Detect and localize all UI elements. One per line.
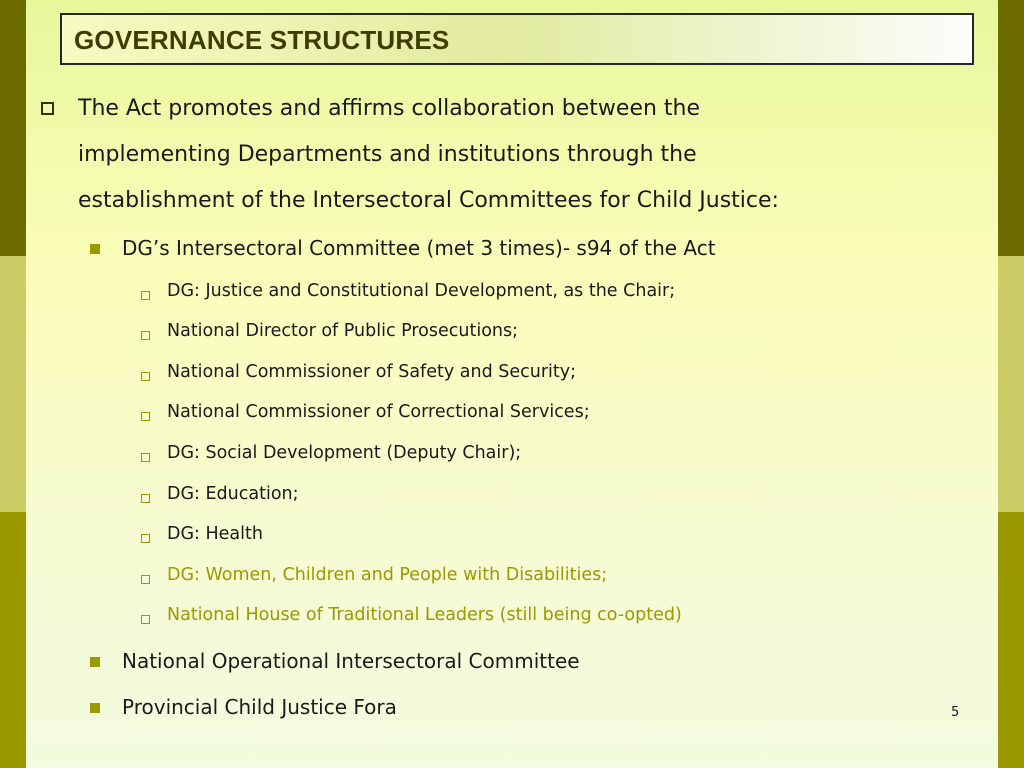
intro-line-2: implementing Departments and institutions through the — [78, 142, 697, 167]
level3-bullet-icon — [141, 372, 150, 381]
right-bar-mid — [998, 512, 1024, 768]
intro-line-3: establishment of the Intersectoral Committees for Child Justice: — [78, 188, 779, 213]
member-item: National Commissioner of Safety and Security; — [167, 362, 577, 382]
member-item: DG: Justice and Constitutional Development, as the Chair; — [167, 281, 676, 301]
committee-national: National Operational Intersectoral Committee — [122, 649, 580, 673]
level2-bullet-icon — [90, 657, 100, 667]
level3-bullet-icon — [141, 494, 150, 503]
level3-bullet-icon — [141, 453, 150, 462]
level3-bullet-icon — [141, 412, 150, 421]
level3-bullet-icon — [141, 615, 150, 624]
left-bar-mid — [0, 512, 26, 768]
right-bar-light — [998, 256, 1024, 512]
level3-bullet-icon — [141, 291, 150, 300]
intro-line-1: The Act promotes and affirms collaboration between the — [78, 96, 701, 121]
member-item-highlight: DG: Women, Children and People with Disabilities; — [167, 565, 608, 585]
level3-bullet-icon — [141, 331, 150, 340]
member-item: DG: Health — [167, 524, 263, 544]
left-bar-light — [0, 256, 26, 512]
level3-bullet-icon — [141, 575, 150, 584]
level2-bullet-icon — [90, 703, 100, 713]
committee-dg: DG’s Intersectoral Committee (met 3 times)- s94 of the Act — [122, 236, 716, 260]
member-item: DG: Education; — [167, 484, 299, 504]
page-number: 5 — [951, 705, 960, 720]
member-item: National Commissioner of Correctional Services; — [167, 402, 590, 422]
level3-bullet-icon — [141, 534, 150, 543]
title-box — [60, 13, 974, 65]
member-item: DG: Social Development (Deputy Chair); — [167, 443, 522, 463]
level1-bullet-icon — [41, 102, 54, 115]
slide-title: GOVERNANCE STRUCTURES — [74, 25, 450, 55]
right-bar-dark — [998, 0, 1024, 256]
level2-bullet-icon — [90, 244, 100, 254]
committee-provincial: Provincial Child Justice Fora — [122, 695, 397, 719]
member-item-highlight: National House of Traditional Leaders (still being co-opted) — [167, 605, 682, 625]
member-item: National Director of Public Prosecutions; — [167, 321, 519, 341]
left-bar-dark — [0, 0, 26, 256]
